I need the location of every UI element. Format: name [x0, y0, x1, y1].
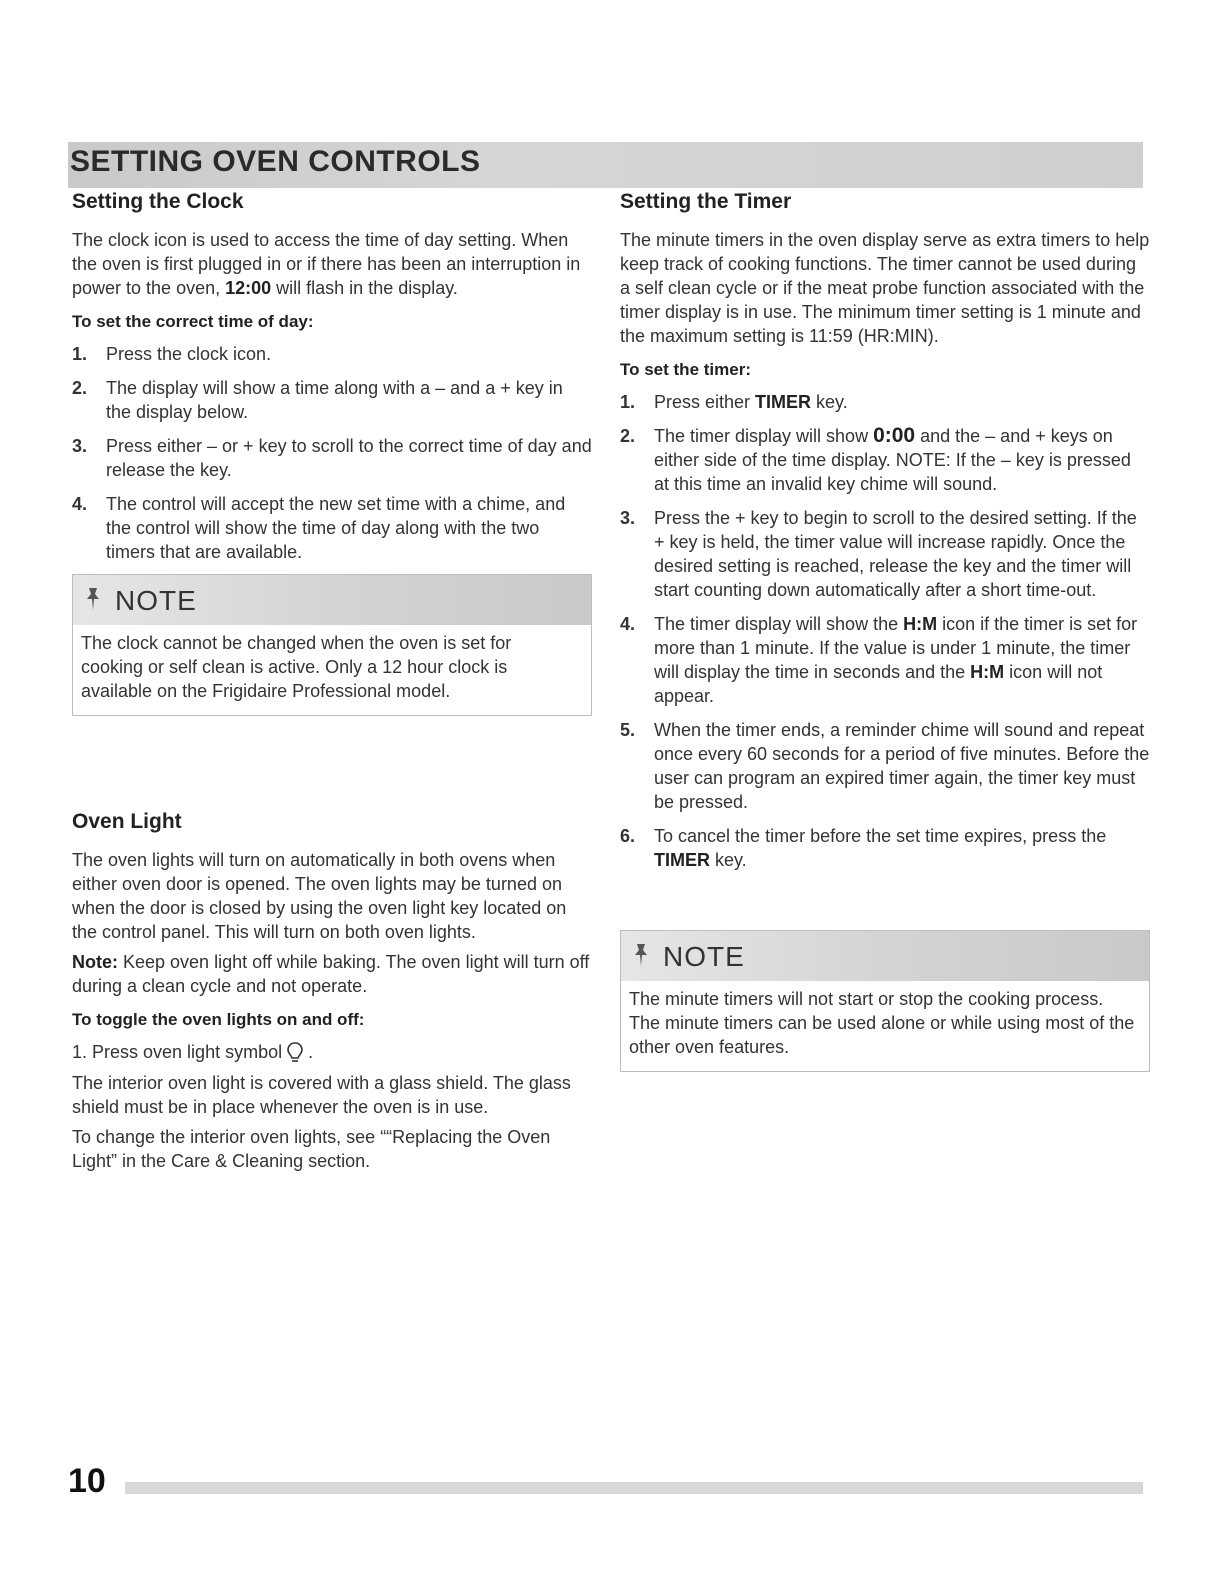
list-item: 1. Press either TIMER key. — [620, 392, 848, 412]
light-para1: The oven lights will turn on automatically in both ovens when either oven door is opened. The oven lights may be turned on when the door is closed by using the oven light key located on the control panel. This will turn on both oven lights. — [72, 850, 567, 942]
light-heading: Oven Light — [72, 810, 182, 833]
light-bulb-icon — [286, 1041, 304, 1065]
list-item: 5. When the timer ends, a reminder chime will sound and repeat once every 60 seconds for a period of five minutes. Before the user can program an expired timer again, the timer key must be pressed. — [620, 720, 1150, 812]
list-item: 2. The display will show a time along with a – and a + key in the display below. — [72, 378, 563, 422]
list-item: 4. The control will accept the new set time with a chime, and the control will show the time of day along with the two timers that are available. — [72, 494, 566, 562]
light-para2: The interior oven light is covered with a glass shield. The glass shield must be in place whenever the oven is in use. — [72, 1073, 571, 1118]
clock-intro: The clock icon is used to access the time of day setting. When the oven is first plugged in or if there has been an interruption in power to the oven, 12:00 will flash in the display. — [72, 230, 581, 298]
clock-subheading: To set the correct time of day: — [72, 312, 314, 331]
light-note: Note: Keep oven light off while baking. The oven light will turn off during a clean cycle and not operate. — [72, 952, 590, 996]
list-item: 4. The timer display will show the H:M icon if the timer is set for more than 1 minute. If the value is under 1 minute, the timer will display the time in seconds and the H:M icon will not appear. — [620, 614, 1138, 706]
right-column — [620, 190, 1150, 1072]
note-label: NOTE — [663, 941, 745, 972]
clock-note-text: The clock cannot be changed when the oven is set for cooking or self clean is active. Only a 12 hour clock is available on the Frigidaire Professional model. — [81, 633, 512, 701]
note-header — [621, 931, 1149, 981]
footer-bar — [125, 1482, 1143, 1494]
timer-steps — [620, 390, 1150, 872]
page-number: 10 — [68, 1462, 106, 1500]
pushpin-icon — [631, 943, 651, 967]
left-column — [72, 190, 592, 1179]
timer-heading: Setting the Timer — [620, 190, 792, 213]
timer-note-text: The minute timers will not start or stop the cooking process. The minute timers can be used alone or while using most of the other oven features. — [629, 989, 1135, 1057]
timer-note-box — [620, 930, 1150, 1072]
list-item: 1. Press the clock icon. — [72, 344, 272, 364]
clock-note-box — [72, 574, 592, 716]
note-header — [73, 575, 591, 625]
section-banner — [68, 142, 1143, 188]
light-para3: To change the interior oven lights, see ““Replacing the Oven Light” in the Care & Cleaning section. — [72, 1127, 551, 1172]
timer-intro: The minute timers in the oven display serve as extra timers to help keep track of cooking functions. The timer cannot be used during a self clean cycle or if the meat probe function associated with the timer display is in use. The minimum timer setting is 1 minute and the maximum setting is 11:59 (HR:MIN). — [620, 230, 1150, 346]
light-step1: 1. Press oven light symbol . — [72, 1040, 592, 1065]
list-item: 6. To cancel the timer before the set time expires, press the TIMER key. — [620, 826, 1107, 870]
list-item: 3. Press either – or + key to scroll to the correct time of day and release the key. — [72, 436, 592, 480]
list-item: 3. Press the + key to begin to scroll to the desired setting. If the + key is held, the timer value will increase rapidly. Once the desired setting is reached, release the key and the timer will start counting down automatically after a short time-out. — [620, 508, 1137, 600]
pushpin-icon — [83, 587, 103, 611]
light-subheading: To toggle the oven lights on and off: — [72, 1010, 365, 1029]
timer-subheading: To set the timer: — [620, 360, 751, 379]
note-label: NOTE — [115, 585, 197, 616]
list-item: 2. The timer display will show 0:00 and the – and + keys on either side of the time display. NOTE: If the – key is pressed at this time an invalid key chime will sound. — [620, 424, 1131, 494]
section-title: SETTING OVEN CONTROLS — [70, 145, 481, 178]
clock-steps — [72, 342, 592, 564]
clock-heading: Setting the Clock — [72, 190, 244, 213]
